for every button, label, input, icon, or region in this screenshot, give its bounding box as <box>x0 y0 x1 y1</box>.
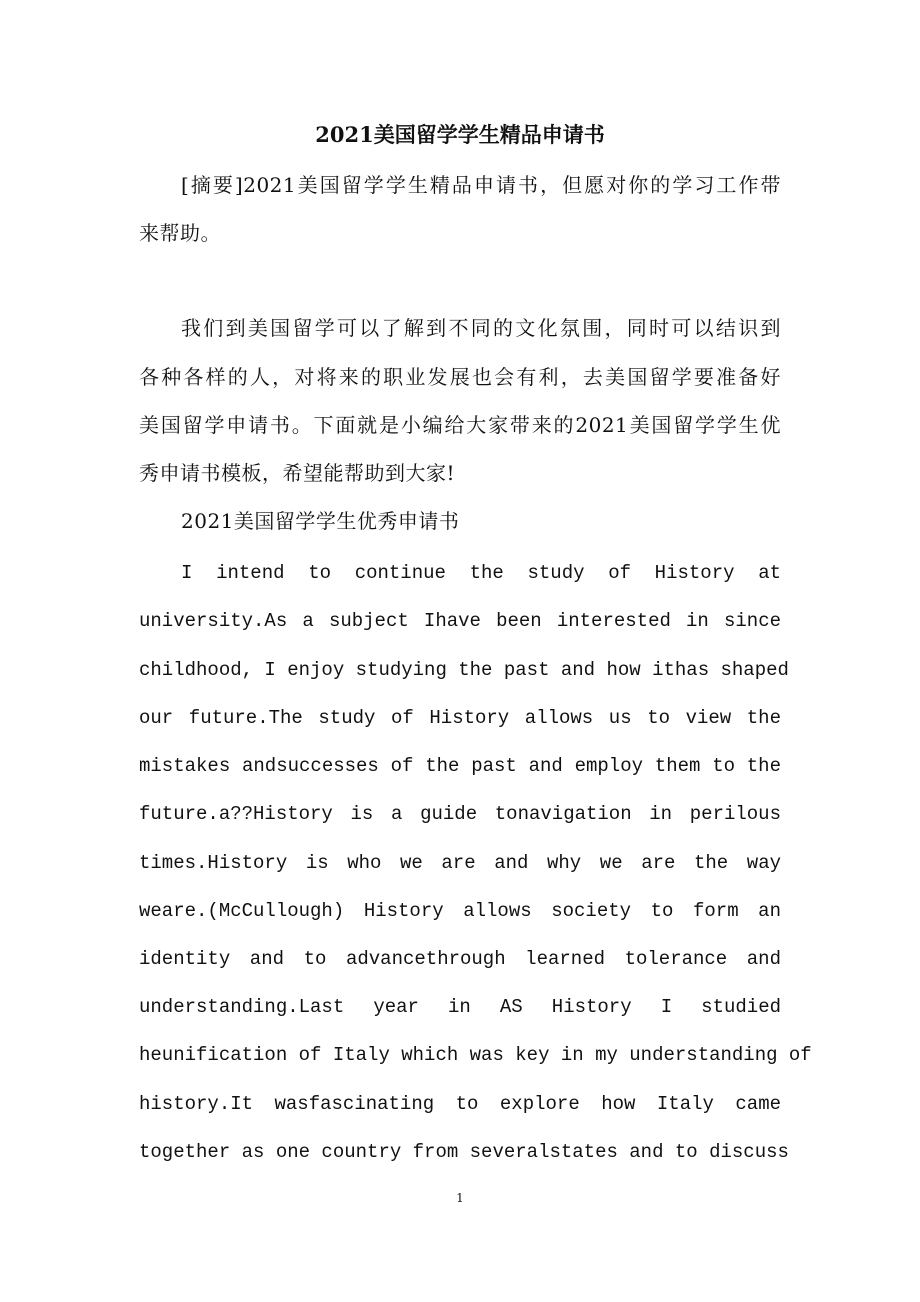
document-title: 2021美国留学学生精品申请书 <box>315 122 605 147</box>
section-subheading: 2021美国留学学生优秀申请书 <box>181 509 460 533</box>
body-line: times.History is who we are and why we are the way <box>139 852 781 874</box>
body-line: mistakes andsuccesses of the past and employ them to the <box>139 755 781 777</box>
body-line: weare.(McCullough) History allows society to form an <box>139 900 781 922</box>
abstract-line: [摘要]2021美国留学学生精品申请书，但愿对你的学习工作带 <box>181 173 781 197</box>
intro-line: 美国留学申请书。下面就是小编给大家带来的2021美国留学学生优 <box>139 413 781 437</box>
body-line: future.a??History is a guide tonavigation in perilous <box>139 803 781 825</box>
intro-line: 我们到美国留学可以了解到不同的文化氛围，同时可以结识到 <box>181 316 781 340</box>
page-number: 1 <box>456 1191 464 1205</box>
body-line: history.It wasfascinating to explore how Italy came <box>139 1093 781 1115</box>
body-line: together as one country from severalstates and to discuss <box>139 1141 789 1163</box>
intro-line: 秀申请书模板，希望能帮助到大家! <box>139 461 456 485</box>
body-line: our future.The study of History allows us to view the <box>139 707 781 729</box>
body-line: childhood, I enjoy studying the past and how ithas shaped <box>139 659 789 681</box>
abstract-line: 来帮助。 <box>139 221 221 245</box>
intro-line: 各种各样的人，对将来的职业发展也会有利，去美国留学要准备好 <box>139 365 781 389</box>
body-line: identity and to advancethrough learned tolerance and <box>139 948 781 970</box>
body-line: heunification of Italy which was key in my understanding of <box>139 1044 812 1066</box>
body-line: university.As a subject Ihave been interested in since <box>139 610 781 632</box>
body-line: understanding.Last year in AS History I studied <box>139 996 781 1018</box>
body-line: I intend to continue the study of History at <box>181 562 781 584</box>
